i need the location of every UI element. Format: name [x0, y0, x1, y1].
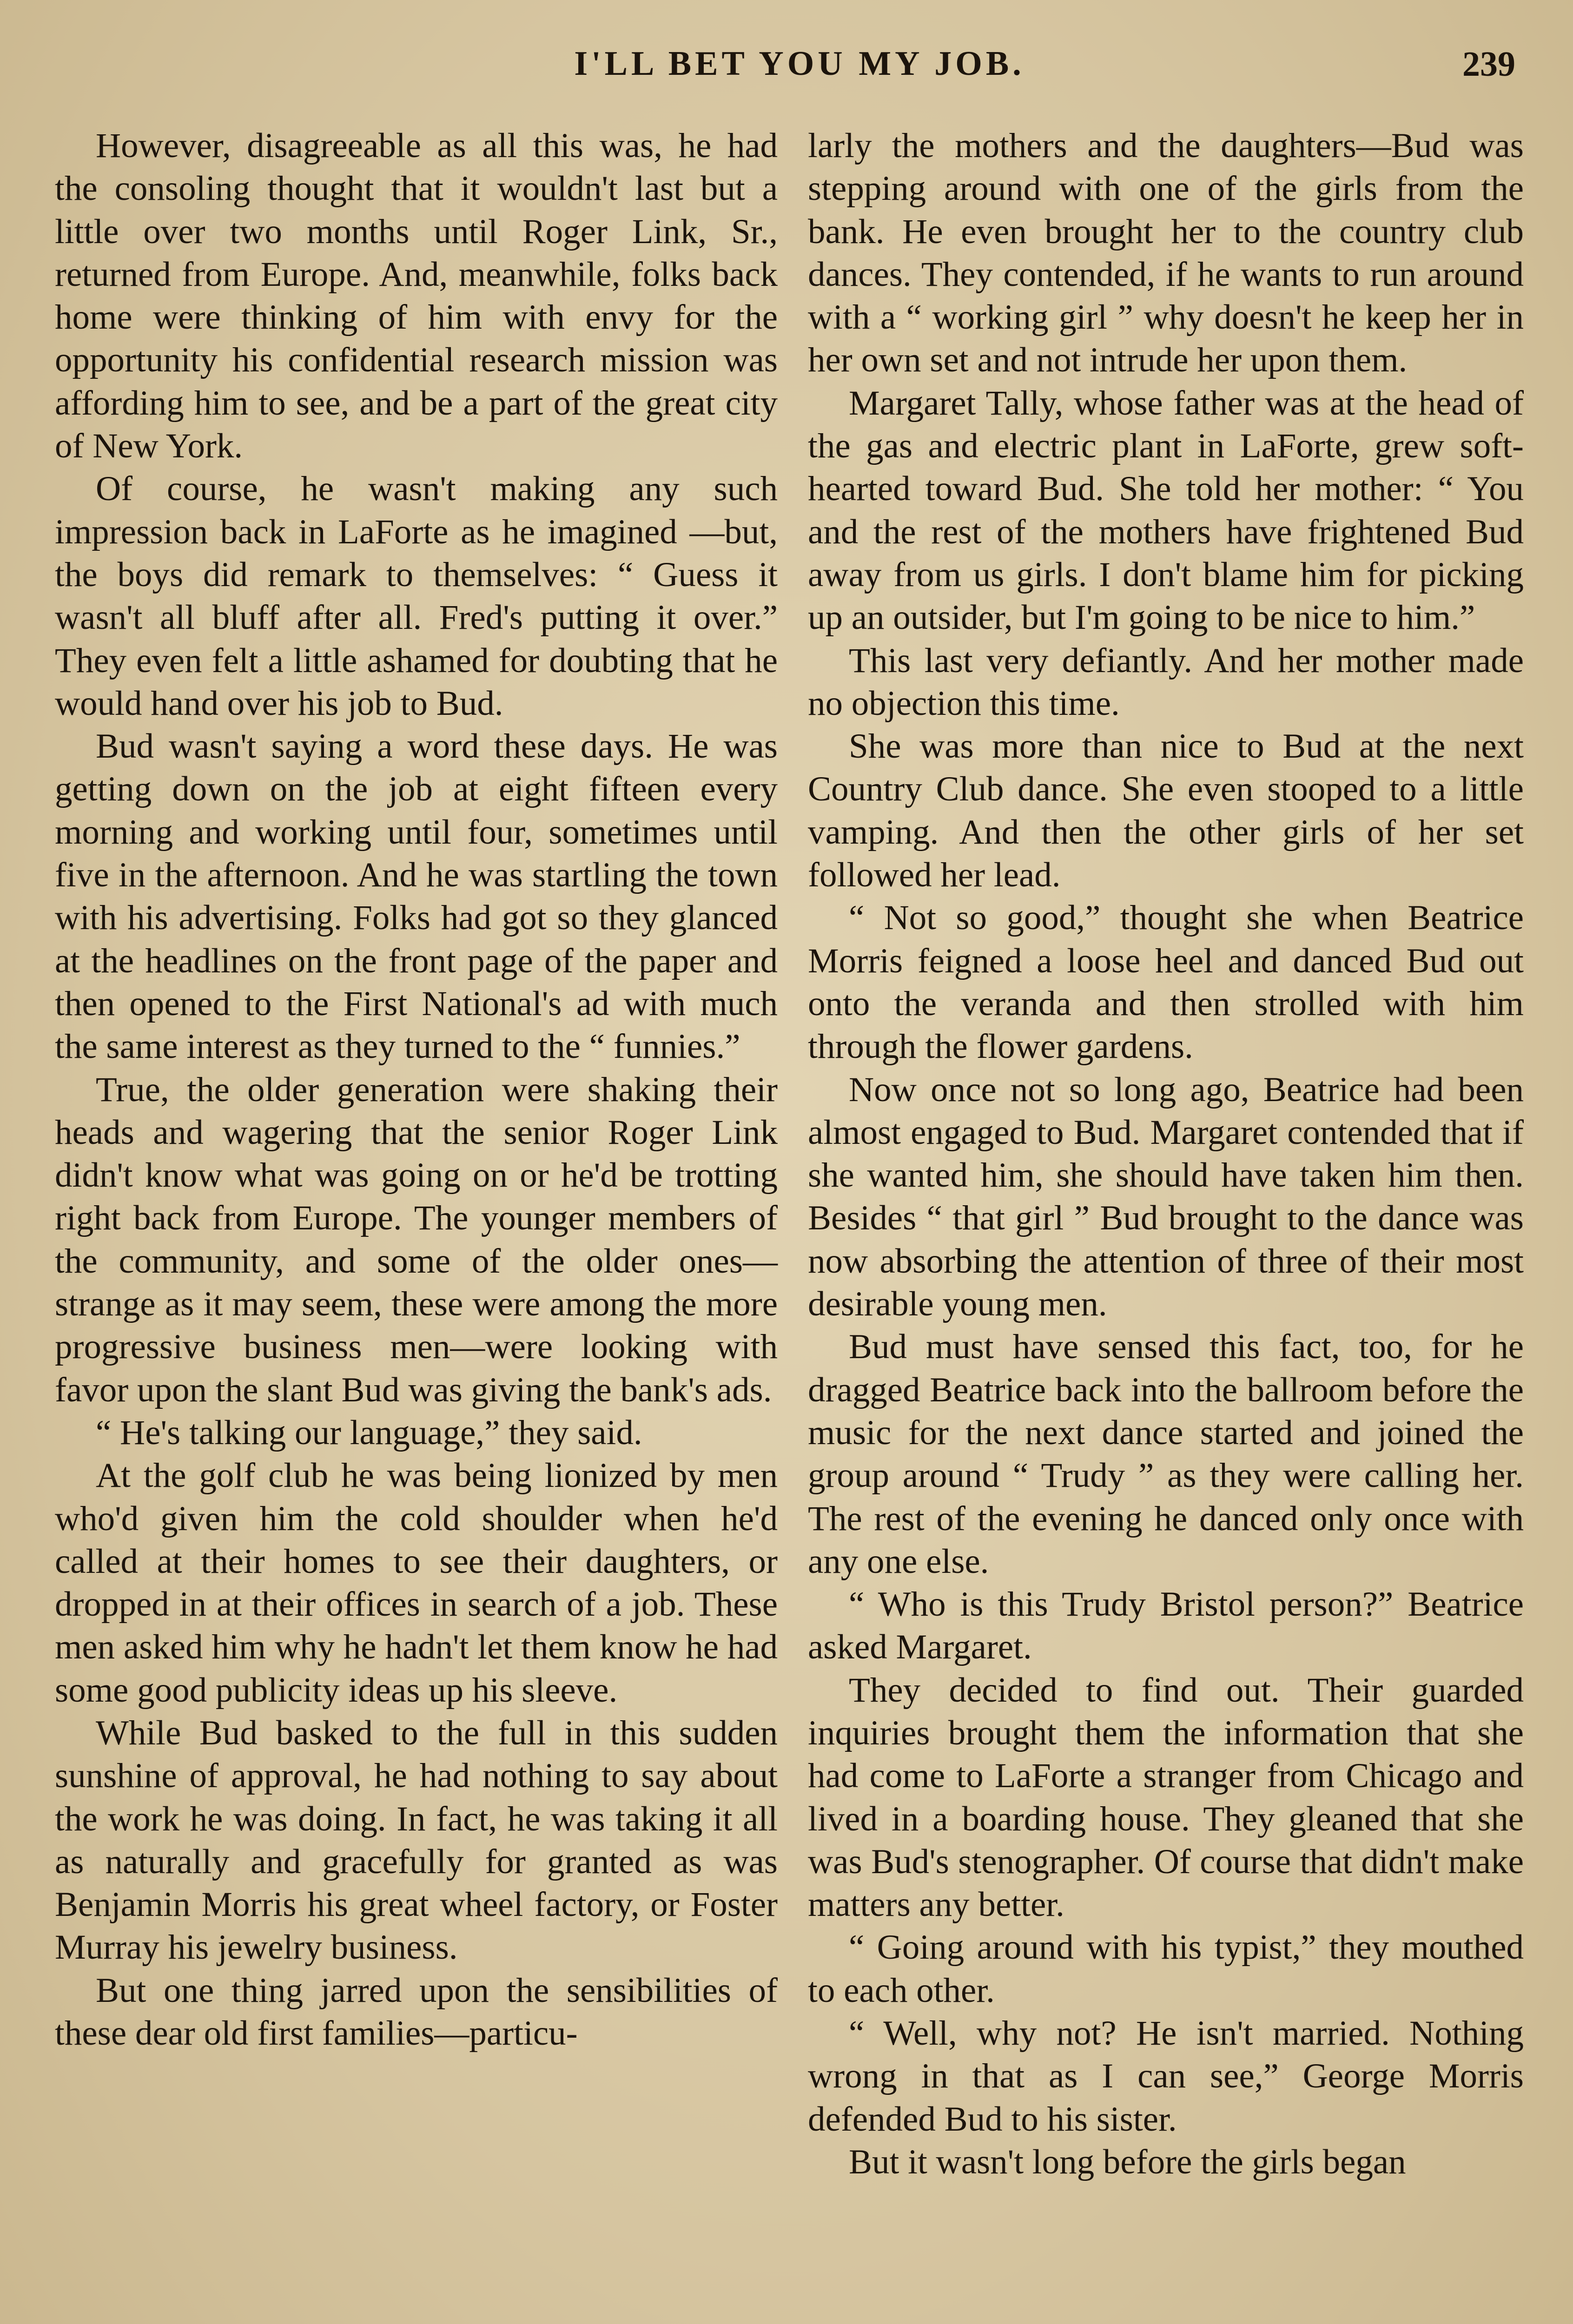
- paragraph: She was more than nice to Bud at the next Country Club dance. She even stooped to a little vamping. And then the other girls of her set followed her lead.: [808, 727, 1524, 895]
- paragraph: Margaret Tally, whose father was at the head of the gas and electric plant in LaForte, grew soft-hearted toward Bud. She told her mother: “ You and the rest of the mothers have frightened Bud away from us girls. I don't blame him for picking up an outsider, but I'm going to be nice to him.”: [808, 383, 1524, 637]
- paragraph: Bud wasn't saying a word these days. He was getting down on the job at eight fifteen every morning and working until four, sometimes until five in the afternoon. And he was startling the town with his advertising. Folks had got so they glanced at the headlines on the front page of the paper and then opened to the First National's ad with much the same interest as they turned to the “ funnies.”: [55, 727, 778, 1066]
- paragraph: At the golf club he was being lionized by men who'd given him the cold shoulder when he'd called at their homes to see their daughters, or dropped in at their offices in search of a job. These men asked him why he hadn't let them know he had some good publicity ideas up his sleeve.: [55, 1456, 778, 1710]
- paragraph: “ Who is this Trudy Bristol person?” Beatrice asked Margaret.: [808, 1585, 1524, 1667]
- paragraph: “ He's talking our language,” they said.: [96, 1413, 642, 1452]
- page-number: 239: [1462, 45, 1515, 84]
- paragraph: Bud must have sensed this fact, too, for he dragged Beatrice back into the ballroom before the music for the next dance started and joined the group around “ Trudy ” as they were calling her. The rest of the evening he danced only once with any one else.: [808, 1327, 1524, 1581]
- paragraph-continuation: larly the mothers and the daughters—Bud was stepping around with one of the girls from the bank. He even brought her to the country club dances. They contended, if he wants to run around with a “ working girl ” why doesn't he keep her in her own set and not intrude her upon them.: [808, 126, 1524, 380]
- right-column: [808, 125, 1524, 2184]
- paragraph: They decided to find out. Their guarded inquiries brought them the information that she had come to LaForte a stranger from Chicago and lived in a boarding house. They gleaned that she was Bud's stenographer. Of course that didn't make matters any better.: [808, 1670, 1524, 1924]
- paragraph: But it wasn't long before the girls began: [849, 2142, 1406, 2181]
- paragraph: Now once not so long ago, Beatrice had been almost engaged to Bud. Margaret contended that if she wanted him, she should have taken him then. Besides “ that girl ” Bud brought to the dance was now absorbing the attention of three of their most desirable young men.: [808, 1070, 1524, 1324]
- paragraph: “ Well, why not? He isn't married. Nothing wrong in that as I can see,” George Morris defended Bud to his sister.: [808, 2014, 1524, 2139]
- paragraph: Of course, he wasn't making any such impression back in LaForte as he imagined —but, the boys did remark to themselves: “ Guess it wasn't all bluff after all. Fred's putting it over.” They even felt a little ashamed for doubting that he would hand over his job to Bud.: [55, 469, 778, 723]
- paragraph: “ Not so good,” thought she when Beatrice Morris feigned a loose heel and danced Bud out onto the veranda and then strolled with him through the flower gardens.: [808, 898, 1524, 1066]
- paragraph: “ Going around with his typist,” they mouthed to each other.: [808, 1928, 1524, 2010]
- paragraph: But one thing jarred upon the sensibilities of these dear old first families—particu-: [55, 1971, 778, 2053]
- left-column: [55, 125, 778, 2055]
- paragraph: This last very defiantly. And her mother made no objection this time.: [808, 641, 1524, 723]
- page-header: [56, 44, 1515, 95]
- paragraph: While Bud basked to the full in this sudden sunshine of approval, he had nothing to say about the work he was doing. In fact, he was taking it all as naturally and gracefully for granted as was Benjamin Morris his great wheel factory, or Foster Murray his jewelry business.: [55, 1713, 778, 1967]
- running-title: I'LL BET YOU MY JOB.: [574, 45, 1025, 83]
- paragraph: True, the older generation were shaking their heads and wagering that the senior Roger Link didn't know what was going on or he'd be trotting right back from Europe. The younger members of the community, and some of the older ones— strange as it may seem, these were among the more progressive business men—were looking with favor upon the slant Bud was giving the bank's ads.: [55, 1070, 778, 1409]
- paragraph: However, disagreeable as all this was, he had the consoling thought that it wouldn't last but a little over two months until Roger Link, Sr., returned from Europe. And, meanwhile, folks back home were thinking of him with envy for the opportunity his confidential research mission was affording him to see, and be a part of the great city of New York.: [55, 126, 778, 466]
